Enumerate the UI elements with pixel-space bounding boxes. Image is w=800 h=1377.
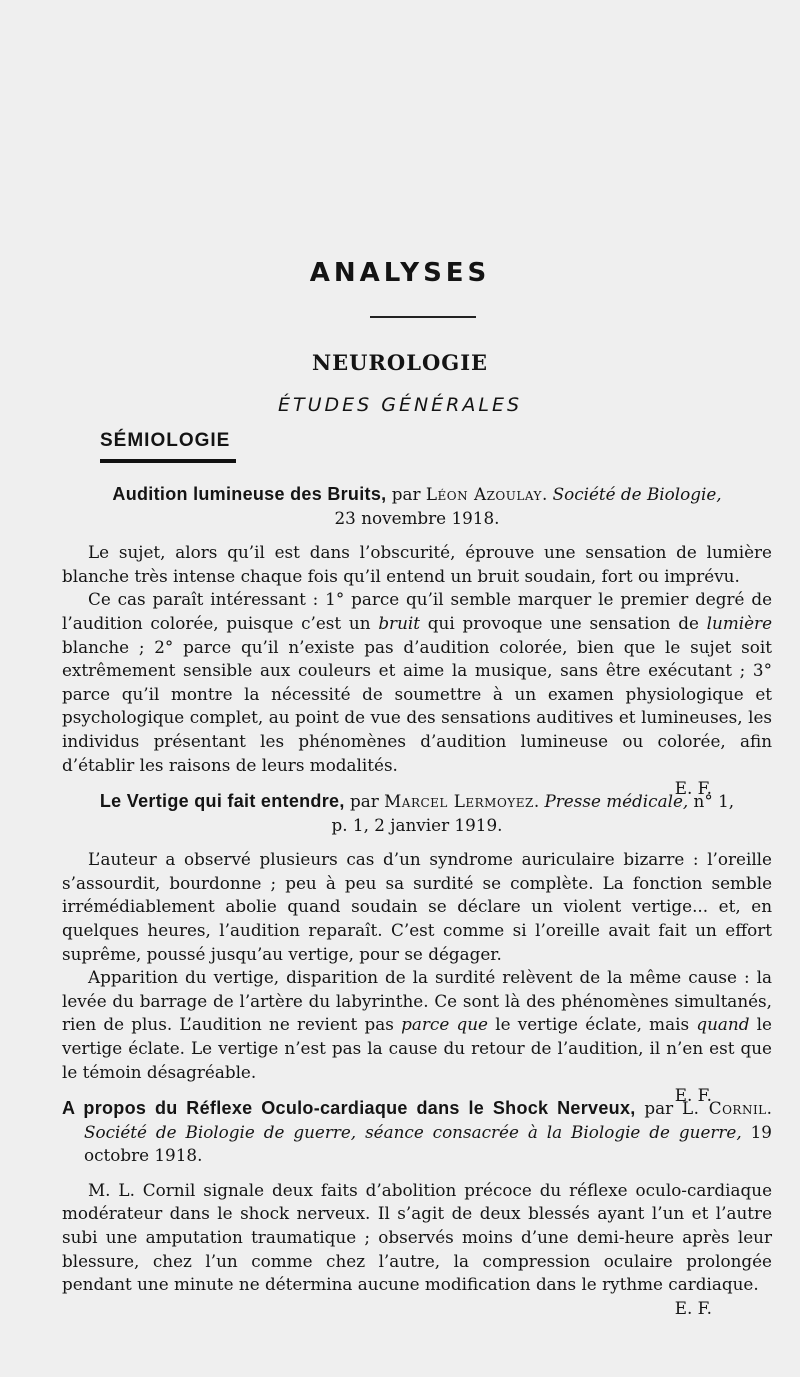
page-title: ANALYSES <box>309 258 491 288</box>
article-title: A propos du Réflexe Oculo-cardiaque dans le Shock Nerveux, <box>62 1098 636 1118</box>
article-author: L. Cornil <box>681 1098 767 1118</box>
paragraph: Le sujet, alors qu’il est dans l’obscurité, éprouve une sensation de lumière blanche très intense chaque fois qu’il entend un bruit soudain, fort ou imprévu. <box>62 542 772 586</box>
title-divider <box>370 316 476 318</box>
article-title: Le Vertige qui fait entendre, <box>99 791 345 811</box>
article-title: Audition lumineuse des Bruits, <box>112 484 387 504</box>
article-vertige <box>62 790 772 1108</box>
paragraph: L’auteur a observé plusieurs cas d’un syndrome auriculaire bizarre : l’oreille s’assourdit, bourdonne ; peu à peu sa surdité se complète. La fonction semble irrémédiablement abolie quand soudain se déclare un violent vertige... et, en quelques heures, l’audition reparaît. C’est comme si l’oreille avait fait un effort suprême, poussé jusqu’au vertige, pour se dégager. <box>62 849 772 964</box>
article-heading: Audition lumineuse des Bruits, par Léon Azoulay. Société de Biologie, 23 novembre 1918. <box>112 484 722 528</box>
signature: E. F. <box>674 778 712 799</box>
article-date: 19 octobre 1918. <box>84 1121 772 1166</box>
subchapter-heading: ÉTUDES GÉNÉRALES <box>277 394 523 416</box>
section-underline <box>100 459 236 463</box>
signature: E. F. <box>674 1085 712 1106</box>
article-source: Société de Biologie de guerre, séance consacrée à la Biologie de guerre, <box>84 1121 742 1142</box>
signature: E. F. <box>674 1297 712 1318</box>
article-author: Marcel Lermoyez <box>384 791 534 811</box>
paragraph: Ce cas paraît intéressant : 1° parce qu’il semble marquer le premier degré de l’audition colorée, puisque c’est un bruit qui provoque une sensation de lumière blanche ; 2° parce qu’il n’existe pas d’audition colorée, bien que le sujet soit extrêmement sensible aux couleurs et aime la musique, sans être exécutant ; 3° parce qu’il montre la nécessité de soumettre à un examen physiologique et psychologique complet, au point de vue des sensations auditives et lumineuses, les individus présentant les phénomènes d’audition lumineuse ou colorée, afin d’établir les raisons de leurs modalités. <box>62 589 772 775</box>
article-source: Société de Biologie, <box>552 484 722 504</box>
article-author: Léon Azoulay <box>425 484 542 504</box>
section-heading: SÉMIOLOGIE <box>100 430 231 451</box>
paragraph: Apparition du vertige, disparition de la surdité relèvent de la même cause : la levée du barrage de l’artère du labyrinthe. Ce sont là des phénomènes simultanés, rien de plus. L’audition ne revient pas parce que le vertige éclate, mais quand le vertige éclate. Le vertige n’est pas la cause du retour de l’audition, il n’en est que le témoin désagréable. <box>62 967 772 1082</box>
paragraph: M. L. Cornil signale deux faits d’abolition précoce du réflexe oculo-cardiaque modérateur dans le shock nerveux. Il s’agit de deux blessés ayant l’un et l’autre subi une amputation traumatique ; observés moins d’une demi-heure après leur blessure, chez l’un comme chez l’autre, la compression oculaire prolongée pendant une minute ne détermina aucune modification dans le rythme cardiaque. <box>62 1179 772 1295</box>
article-reflexe-oculo-cardiaque <box>62 1097 772 1320</box>
article-heading: Le Vertige qui fait entendre, par Marcel Lermoyez. Presse médicale, n° 1, p. 1, 2 janvier 1919. <box>99 791 735 835</box>
article-audition-lumineuse <box>62 483 772 801</box>
chapter-heading: NEUROLOGIE <box>311 350 489 375</box>
article-heading: A propos du Réflexe Oculo-cardiaque dans le Shock Nerveux, par L. Cornil. Société de Biologie de guerre, séance consacrée à la Biologie de guerre, 19 octobre 1918. <box>62 1098 772 1166</box>
article-date: p. 1, 2 janvier 1919. <box>331 814 503 835</box>
article-source: Presse médicale, <box>544 791 689 811</box>
article-date: 23 novembre 1918. <box>334 507 500 528</box>
